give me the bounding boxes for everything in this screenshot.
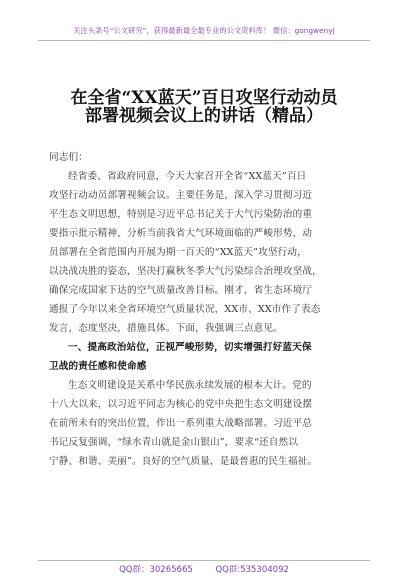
body-line: 生态文明建设是关系中华民族永续发展的根本大计。党的 [68,380,312,391]
body-line: 员部署在全省范围内开展为期一百天的“XX蓝天”攻坚行动， [49,247,307,258]
document-title-line1: 在全省“XX蓝天”百日攻坚行动动员 [70,88,338,108]
header-note: 关注头条号“公文研究”，获得最新最全最专业的公文资料库！ 微信：gongwenyj [73,26,335,35]
body-line: 经省委、省政府同意，今天大家召开全省“XX蓝天”百日 [68,171,307,182]
body-line: 十八大以来，以习近平同志为核心的党中央把生态文明建设摆 [49,399,313,410]
section-heading-line1: 一、提高政治站位，正视严峻形势，切实增强打好蓝天保 [68,342,312,353]
body-line: 通报了今年以来全省环境空气质量状况，XX市、XX市作了表态 [49,304,321,315]
body-line: 确保完成国家下达的空气质量改善目标。刚才，省生态环境厅 [49,285,313,296]
body-line: 平生态文明思想，特别是习近平总书记关于大气污染防治的重 [49,209,313,220]
salutation: 同志们： [49,152,88,163]
body-line: 在前所未有的突出位置，作出一系列重大战略部署。习近平总 [49,418,313,429]
body-line: 书记反复强调，“绿水青山就是金山银山”，要求“还自然以 [49,437,299,448]
body-line: 攻坚行动动员部署视频会议。主要任务是，深入学习贯彻习近 [49,190,313,201]
body-line: 发言，态度坚决，措施具体。下面，我强调三点意见。 [49,323,283,334]
footer-qq-group-1: QQ群：30265665 [119,565,193,575]
section-heading-line2: 卫战的责任感和使命感 [49,361,147,372]
document-title-line2: 部署视频会议上的讲话（精品） [85,106,323,126]
header-divider [38,40,370,41]
footer-qq-group-2: QQ群:535304092 [215,565,289,575]
footer [0,563,408,575]
footer-divider [38,560,370,561]
body-line: 以决战决胜的姿态，坚决打赢秋冬季大气污染综合治理攻坚战， [49,266,322,277]
body-line: 要指示批示精神，分析当前我省大气环境面临的严峻形势，动 [49,228,313,239]
body-line: 宁静、和谐、美丽”。良好的空气质量，是最普惠的民生福祉。 [49,456,318,467]
